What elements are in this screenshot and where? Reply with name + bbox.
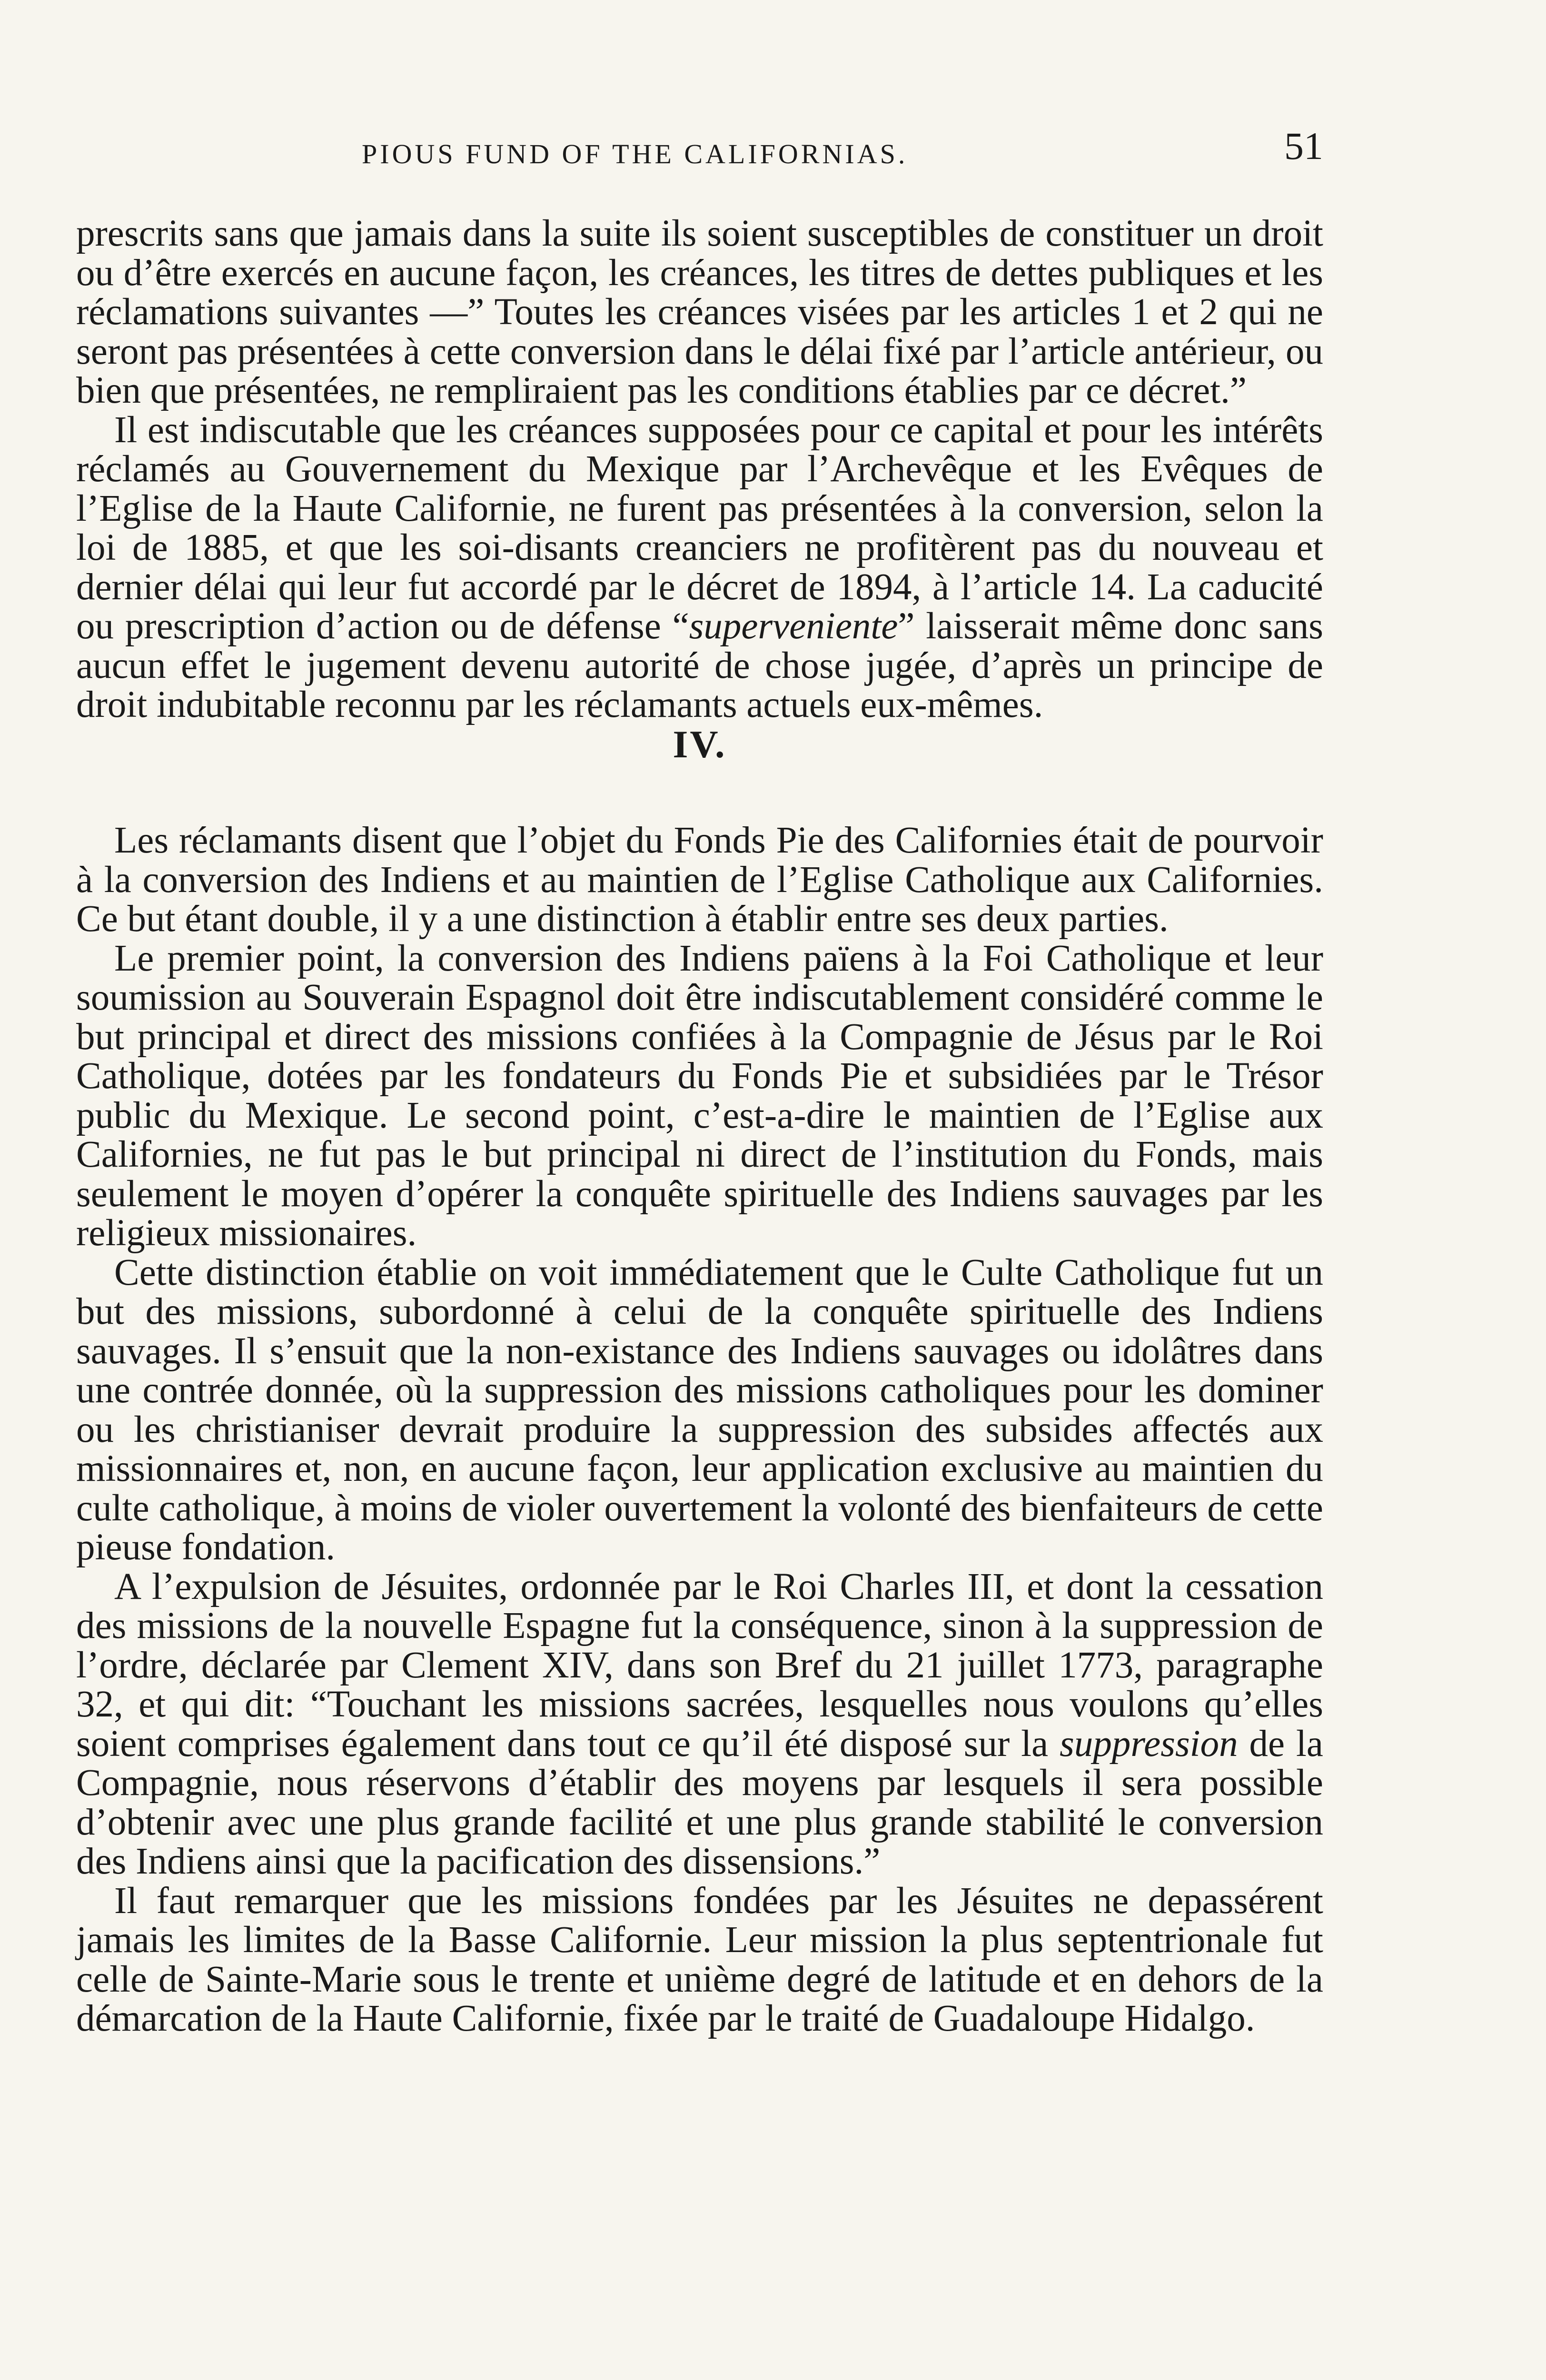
section-heading: IV. xyxy=(673,722,727,766)
paragraph-jesuites: Il faut remarquer que les missions fondées par les Jésuites ne depassérent jamais les limites de la Basse Californie. Leur mission la plus septentrionale fut celle de Sainte-Marie sous le trente et unième degré de latitude et en dehors de la démarcation de la Haute Californie, fixée par le traité de Guadaloupe Hidalgo. xyxy=(76,1880,1323,2039)
paragraph-text: Il est indiscutable que les créances supposées pour ce capital et pour les intérêts réclamés au Gouvernement du Mexique par l’Archevêque et les Evêques de l’Eglise de la Haute Californie, ne furent pas présentées à la conversion, selon la loi de 1885, et que les soi-disants creanciers ne profitèrent pas du nouveau et dernier délai qui leur fut accordé par le décret de 1894, à l’article 14. La caducité ou prescription d’action ou de défense “ xyxy=(76,409,1323,647)
page-header xyxy=(76,124,1323,181)
paragraph-distinction: Cette distinction établie on voit immédiatement que le Culte Catholique fut un but des missions, subordonné à celui de la conquête spirituelle des Indiens sauvages. Il s’ensuit que la non-existance des Indiens sauvages ou idolâtres dans une contrée donnée, où la suppression des missions catholiques pour les dominer ou les christianiser devrait produire la suppression des subsides affectés aux missionnaires et, non, en aucune façon, leur application exclusive au maintien du culte catholique, à moins de violer ouvertement la volonté des bienfaiteurs de cette pieuse fondation. xyxy=(76,1251,1323,1568)
italic-term: suppression xyxy=(1060,1723,1238,1765)
paragraph-text: ” laisserait même donc sans aucun effet le jugement devenu autorité de chose jugée, d’après un principe de droit indubitable reconnu par les réclamants actuels eux-mêmes. xyxy=(76,605,1323,725)
paragraph-text: A l’expulsion de Jésuites, ordonnée par le Roi Charles III, et dont la cessation des missions de la nouvelle Espagne fut la conséquence, sinon à la suppression de l’ordre, déclarée par Clement XIV, dans son Bref du 21 juillet 1773, paragraphe 32, et qui dit: “Touchant les missions sacrées, lesquelles nous voulons qu’elles soient comprises également dans tout ce qu’il été disposé sur la xyxy=(76,1566,1323,1765)
paragraph-objet: Les réclamants disent que l’objet du Fonds Pie des Californies était de pourvoir à la conversion des Indiens et au maintien de l’Eglise Catholique aux Californies. Ce but étant double, il y a une distinction à établir entre ses deux parties. xyxy=(76,820,1323,940)
body-text xyxy=(76,214,1323,2039)
page-number: 51 xyxy=(1284,124,1323,168)
italic-term: superveniente xyxy=(689,605,898,647)
paragraph-caducite xyxy=(76,411,1323,725)
paragraph-text: de la Compagnie, nous réservons d’établir des moyens par lesquels il sera possible d’obtenir avec une plus grande facilité et une plus grande stabilité le conversion des Indiens ainsi que la pacification des dissensions.” xyxy=(76,1723,1323,1882)
paragraph-expulsion xyxy=(76,1567,1323,1882)
running-head: PIOUS FUND OF THE CALIFORNIAS. xyxy=(362,139,908,169)
paragraph-premier-point: Le premier point, la conversion des Indiens païens à la Foi Catholique et leur soumission au Souverain Espagnol doit être indiscutablement considéré comme le but principal et direct des missions confiées à la Compagnie de Jésus par le Roi Catholique, dotées par les fondateurs du Fonds Pie et subsidiées par le Trésor public du Mexique. Le second point, c’est-a-dire le maintien de l’Eglise aux Californies, ne fut pas le but principal ni direct de l’institution du Fonds, mais seulement le moyen d’opérer la conquête spirituelle des Indiens sauvages par les religieux missionaires. xyxy=(76,937,1323,1254)
paragraph-continued: prescrits sans que jamais dans la suite ils soient susceptibles de constituer un droit ou d’être exercés en aucune façon, les créances, les titres de dettes publiques et les réclamations suivantes —” Toutes les créances visées par les articles 1 et 2 qui ne seront pas présentées à cette conversion dans le délai fixé par l’article antérieur, ou bien que présentées, ne rempliraient pas les conditions établies par ce décret.” xyxy=(76,213,1323,411)
